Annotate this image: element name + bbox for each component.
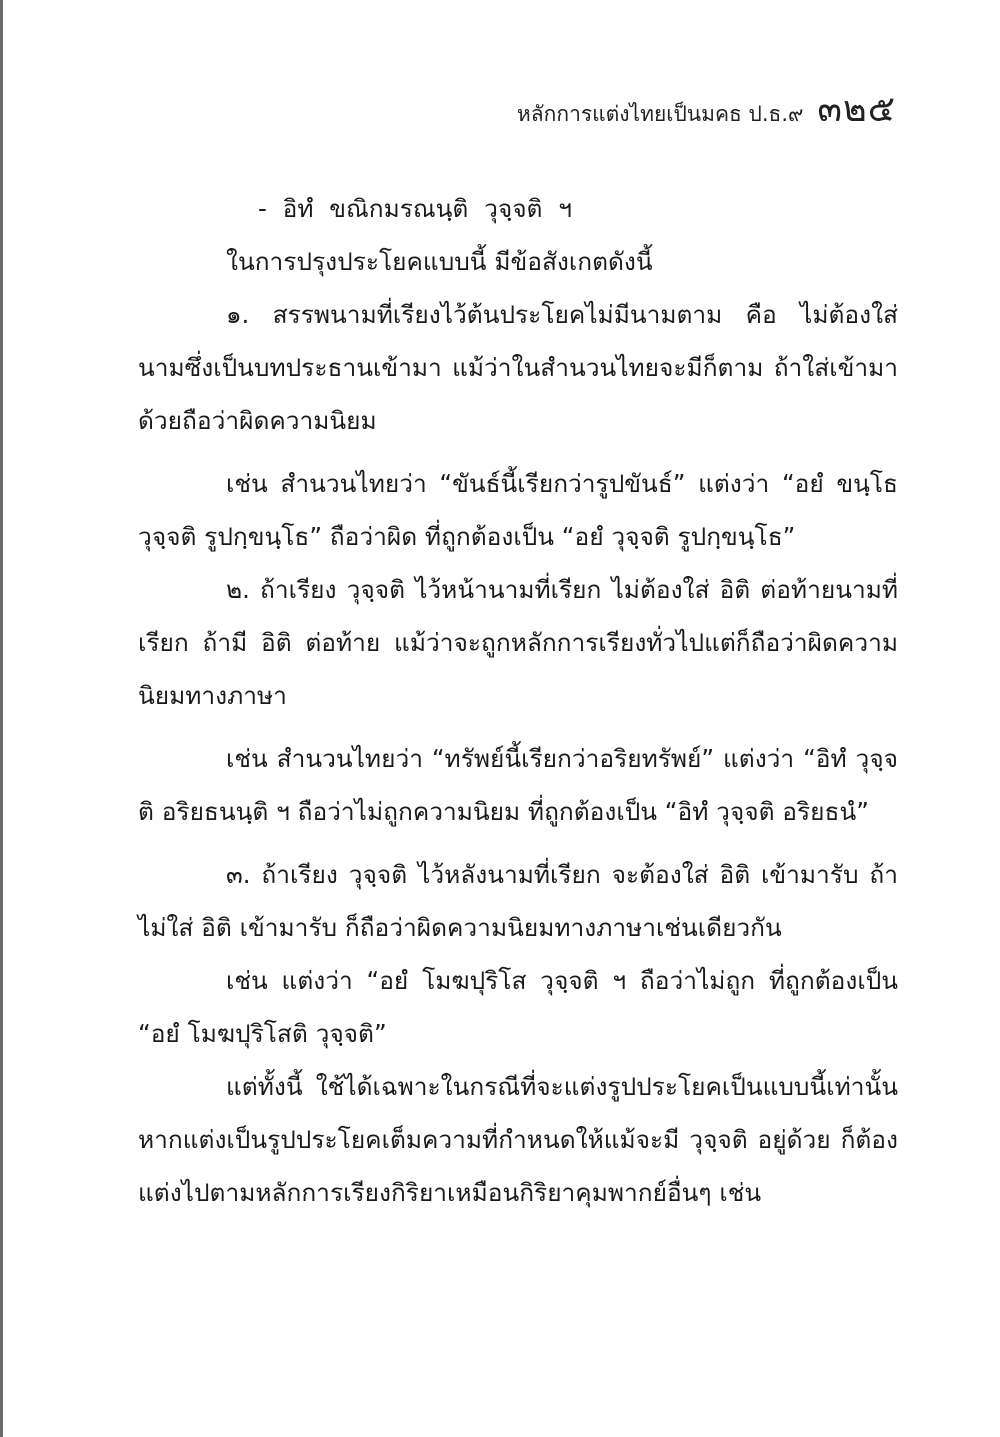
paragraph-example-3: เช่น แต่งว่า “อยํ โมฆปุริโส วุจฺจติ ฯ ถือว่าไม่ถูก ที่ถูกต้องเป็น “อยํ โมฆปุริโสติ วุจฺจติ” bbox=[138, 966, 898, 1048]
example-line: - อิทํ ขณิกมรณนฺติ วุจฺจติ ฯ bbox=[258, 194, 573, 223]
paragraph-note: แต่ทั้งนี้ ใช้ได้เฉพาะในกรณีที่จะแต่งรูปประโยคเป็นแบบนี้เท่านั้น หากแต่งเป็นรูปประโยคเต็มความที่กำหนดให้แม้จะมี วุจฺจติ อยู่ด้วย ก็ต้องแต่งไปตามหลักการเรียงกิริยาเหมือนกิริยาคุมพากย์อื่นๆ เช่น bbox=[138, 1072, 898, 1207]
paragraph-example-2: เช่น สำนวนไทยว่า “ทรัพย์นี้เรียกว่าอริยทรัพย์” แต่งว่า “อิทํ วุจฺจติ อริยธนนฺติ ฯ ถือว่าไม่ถูกความนิยม ที่ถูกต้องเป็น “อิทํ วุจฺจติ อริยธนํ” bbox=[138, 744, 898, 826]
paragraph-example-1: เช่น สำนวนไทยว่า “ขันธ์นี้เรียกว่ารูปขันธ์” แต่งว่า “อยํ ขนฺโธ วุจฺจติ รูปกฺขนฺโธ” ถือว่าผิด ที่ถูกต้องเป็น “อยํ วุจฺจติ รูปกฺขนฺโธ” bbox=[138, 469, 898, 551]
header-title: หลักการแต่งไทยเป็นมคธ ป.ธ.๙ bbox=[516, 102, 804, 126]
page-number: ๓๒๕ bbox=[817, 89, 896, 130]
paragraph-intro: ในการปรุงประโยคแบบนี้ มีข้อสังเกตดังนี้ bbox=[226, 247, 653, 276]
paragraph-rule-1: ๑. สรรพนามที่เรียงไว้ต้นประโยคไม่มีนามตาม คือ ไม่ต้องใส่นามซึ่งเป็นบทประธานเข้ามา แม้ว่าในสำนวนไทยจะมีก็ตาม ถ้าใส่เข้ามาด้วยถือว่าผิดความนิยม bbox=[138, 300, 898, 435]
paragraph-rule-3: ๓. ถ้าเรียง วุจฺจติ ไว้หลังนามที่เรียก จะต้องใส่ อิติ เข้ามารับ ถ้าไม่ใส่ อิติ เข้ามารับ ก็ถือว่าผิดความนิยมทางภาษาเช่นเดียวกัน bbox=[138, 860, 898, 942]
body-text bbox=[138, 182, 898, 1219]
paragraph-rule-2: ๒. ถ้าเรียง วุจฺจติ ไว้หน้านามที่เรียก ไม่ต้องใส่ อิติ ต่อท้ายนามที่เรียก ถ้ามี อิติ ต่อท้าย แม้ว่าจะถูกหลักการเรียงทั่วไปแต่ก็ถือว่าผิดความนิยมทางภาษา bbox=[138, 575, 898, 710]
page-left-edge bbox=[0, 0, 3, 1437]
running-header bbox=[516, 80, 896, 130]
